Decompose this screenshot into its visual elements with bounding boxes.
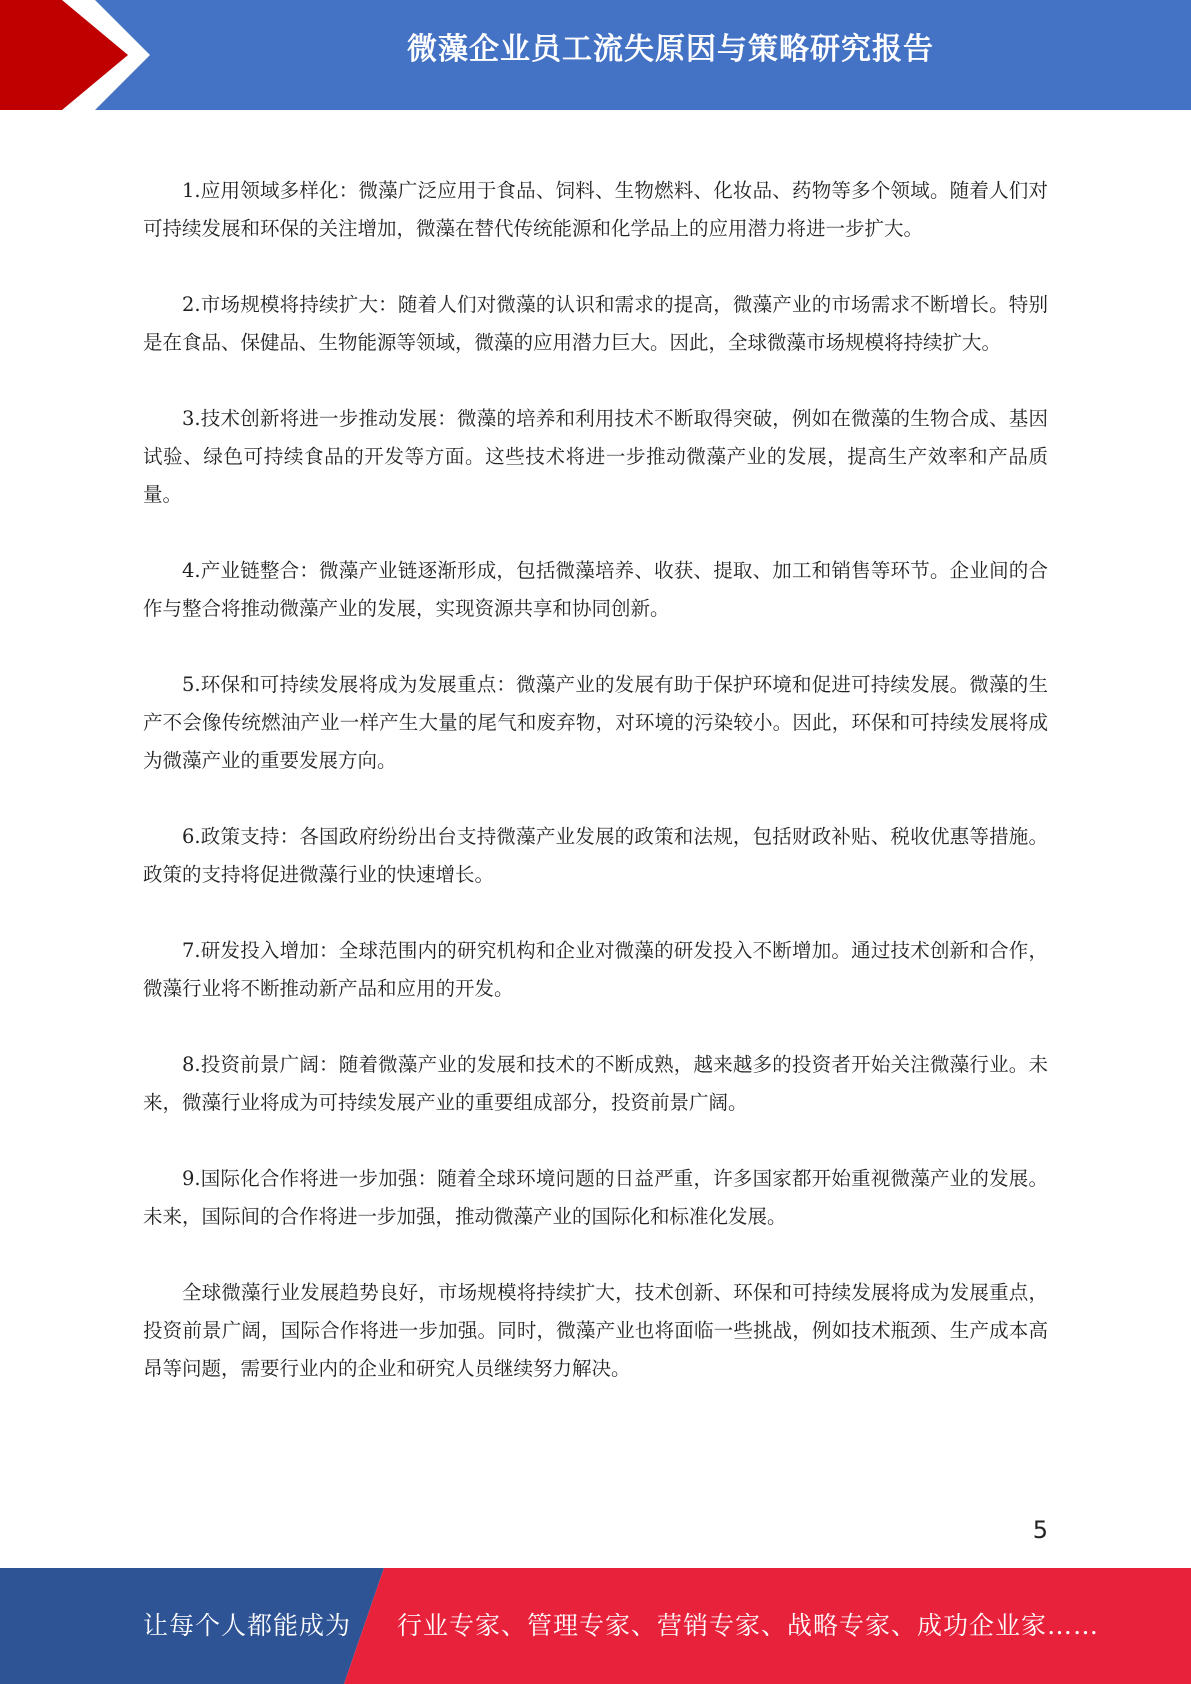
- paragraph-4: 4.产业链整合：微藻产业链逐渐形成，包括微藻培养、收获、提取、加工和销售等环节。企业间的合作与整合将推动微藻产业的发展，实现资源共享和协同创新。: [143, 559, 1048, 620]
- paragraph-3: 3.技术创新将进一步推动发展：微藻的培养和利用技术不断取得突破，例如在微藻的生物合成、基因试验、绿色可持续食品的开发等方面。这些技术将进一步推动微藻产业的发展，提高生产效率和产品质量。: [143, 407, 1048, 506]
- footer-slogan-right: 行业专家、管理专家、营销专家、战略专家、成功企业家……: [397, 1611, 1100, 1640]
- paragraph-9: 9.国际化合作将进一步加强：随着全球环境问题的日益严重，许多国家都开始重视微藻产业的发展。未来，国际间的合作将进一步加强，推动微藻产业的国际化和标准化发展。: [143, 1167, 1048, 1228]
- paragraph-6: 6.政策支持：各国政府纷纷出台支持微藻产业发展的政策和法规，包括财政补贴、税收优惠等措施。政策的支持将促进微藻行业的快速增长。: [143, 825, 1048, 886]
- paragraph-1: 1.应用领域多样化：微藻广泛应用于食品、饲料、生物燃料、化妆品、药物等多个领域。随着人们对可持续发展和环保的关注增加，微藻在替代传统能源和化学品上的应用潜力将进一步扩大。: [143, 179, 1048, 240]
- paragraph-8: 8.投资前景广阔：随着微藻产业的发展和技术的不断成熟，越来越多的投资者开始关注微藻行业。未来，微藻行业将成为可持续发展产业的重要组成部分，投资前景广阔。: [143, 1053, 1048, 1114]
- report-body: [143, 172, 1048, 1426]
- page-number: 5: [1032, 1516, 1048, 1544]
- paragraph-5: 5.环保和可持续发展将成为发展重点：微藻产业的发展有助于保护环境和促进可持续发展。微藻的生产不会像传统燃油产业一样产生大量的尾气和废弃物，对环境的污染较小。因此，环保和可持续发展将成为微藻产业的重要发展方向。: [143, 673, 1048, 772]
- paragraph-7: 7.研发投入增加：全球范围内的研究机构和企业对微藻的研发投入不断增加。通过技术创新和合作，微藻行业将不断推动新产品和应用的开发。: [143, 939, 1048, 1000]
- page-header: [0, 0, 1191, 110]
- page-footer: [0, 1568, 1191, 1684]
- document-title: 微藻企业员工流失原因与策略研究报告: [407, 32, 934, 67]
- footer-slogan-left: 让每个人都能成为: [143, 1611, 352, 1640]
- summary-paragraph: 全球微藻行业发展趋势良好，市场规模将持续扩大，技术创新、环保和可持续发展将成为发展重点，投资前景广阔，国际合作将进一步加强。同时，微藻产业也将面临一些挑战，例如技术瓶颈、生产成本高昂等问题，需要行业内的企业和研究人员继续努力解决。: [143, 1281, 1048, 1380]
- paragraph-2: 2.市场规模将持续扩大：随着人们对微藻的认识和需求的提高，微藻产业的市场需求不断增长。特别是在食品、保健品、生物能源等领域，微藻的应用潜力巨大。因此，全球微藻市场规模将持续扩大。: [143, 293, 1048, 354]
